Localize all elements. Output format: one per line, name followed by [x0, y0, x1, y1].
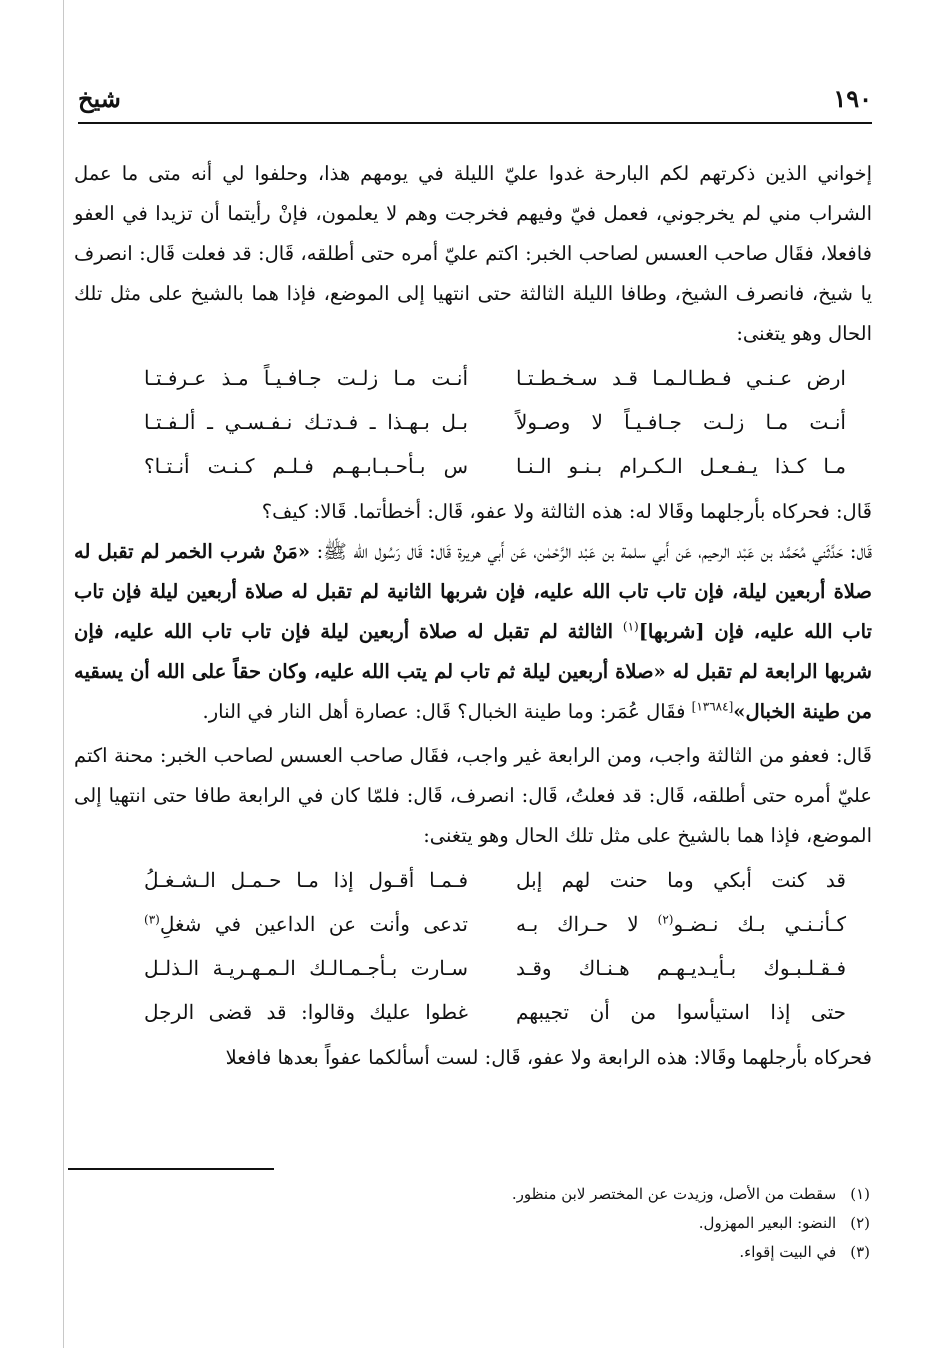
verse-hemistich-1: أنـت مـا زلـت جـافـيـاً لا وصـولاً: [516, 410, 846, 434]
page-number: ١٩٠: [833, 84, 872, 113]
paragraph-3: قَال: فعفو من الثالثة واجب، ومن الرابعة غير واجب، فقَال صاحب العسس لصاحب الخبر: محنة اكتم عليّ أمره حتى أطلقه، قَال: قد فعلتُ، قَال: انصرف، قَال: فلمّا كان في الرابعة طافا حتى انتهيا إلى الموضع، فإذا هما بالشيخ على مثل تلك الحال وهو يتغنى:: [74, 744, 872, 847]
hadith-text-part-1: «مَنْ شرب الخمر لم تقبل له صلاة أربعين ليلة، فإن تاب تاب الله عليه، فإن شربها الثانية لم تقبل له صلاة أربعين ليلة فإن تاب تاب الله عليه، فإن [شربها]: [74, 540, 872, 643]
footnote-separator: [68, 1168, 274, 1170]
verse-hemistich-2: فـمـا أقـول إذا مـا حـمـل الـشـغـلُ: [144, 868, 468, 892]
footnote-text: في البيت إقواء.: [739, 1243, 837, 1261]
footnote-number: (١): [850, 1185, 870, 1203]
footnote-text: سقطت من الأصل، وزيدت عن المختصر لابن منظور.: [511, 1185, 837, 1203]
footnote-text: النضو: البعير المهزول.: [698, 1214, 837, 1232]
last-line: فحركاه بأرجلهما وقَالا: هذه الرابعة ولا عفو، قَال: لست أسألكما عفواً بعدها فافعلا: [225, 1046, 872, 1069]
footnote-marker-2: (٢): [657, 912, 674, 927]
verse-hemistich-2: غطوا عليك وقالوا: قد قضى الرجل: [144, 1000, 468, 1024]
footnote-number: (٢): [850, 1214, 870, 1232]
footnote: [512, 1238, 870, 1267]
verse-hemistich-1: ارض عـنـي فـطـالـمـا قـد سـخـطـتـا: [516, 366, 846, 390]
verse-hemistich-1: مـا كـذا يـفـعـل الـكـرام بـنـو الـنـا: [516, 454, 846, 478]
header-rule: [78, 122, 872, 124]
main-text: [74, 154, 872, 1078]
footnote: [512, 1180, 870, 1209]
hadith-reference: [١٣٦٨٤]: [691, 699, 734, 714]
paragraph-2: قَال: فحركاه بأرجلهما وقَالا له: هذه الثالثة ولا عفو، قَال: أخطأتما. قَالا: كيف؟: [261, 500, 872, 523]
hadith-text-part-2: الثالثة لم تقبل له صلاة أربعين ليلة فإن تاب تاب الله عليه، فإن شربها الرابعة لم تقبل له «صلاة أربعين ليلة ثم تاب لم يتب الله عليه، وكان حقاً على الله أن يسقيه من طينة الخبال»: [74, 620, 872, 723]
paragraph-1: إخواني الذين ذكرتهم لكم البارحة غدوا عليّ الليلة في يومهم هذا، وحلفوا لي أنه متى ما عمل الشراب مني لم يخرجوني، فعمل فيّ وفيهم فخرجت وهم لا يعلمون، فإنْ رأيتما أن تزيدا في العفو فافعلا، فقَال صاحب العسس لصاحب الخبر: اكتم عليّ أمره حتى أطلقه، قَال: قد فعلت قَال: انصرف يا شيخ، فانصرف الشيخ، وطافا الليلة الثالثة حتى انتهيا إلى الموضع، فإذا هما بالشيخ على مثل تلك الحال وهو يتغنى:: [74, 162, 872, 345]
footnote-number: (٣): [850, 1243, 870, 1261]
verse-hemistich-2: أنـت مـا زلـت جـافـيـاً مـذ عـرفـتـا: [144, 366, 468, 390]
hadith-tail: فقَال عُمَر: وما طينة الخبال؟ قَال: عصارة أهل النار في النار.: [202, 700, 692, 723]
footnote: [512, 1209, 870, 1238]
verse-line: [74, 444, 872, 488]
running-title: شيخ: [78, 84, 121, 113]
hadith-paragraph: [74, 532, 872, 732]
page-edge-line: [63, 0, 64, 1348]
verse-line: [74, 902, 872, 946]
verse-hemistich-2: س بـأحـبـابـهـم فـلـم كـنـت أنـتـا؟: [144, 454, 468, 478]
verse-hemistich-2: سـارت بـأجـمـالـك الـمـهـريـة الـذلـل: [144, 956, 468, 980]
verse-line: [74, 990, 872, 1034]
hadith-intro: قَال: حَدَّثَني مُحَمَّد بن عَبْد الرحيم، عَن أَبي سلمة بن عَبْد الرَّحْمٰن، عَن أَبي هريرة قَال: قَال رَسُول الله ﷺ:: [310, 540, 872, 563]
verse-hemistich-2: بـل بـهـذا ـ فـدتـك نـفـسـي ـ ألـفـتـا: [144, 410, 468, 434]
verse-line: [74, 946, 872, 990]
verse-hemistich-2: تدعى وأنت عن الداعين في شغلِ$^{(٣)}$: [144, 912, 468, 936]
footnote-marker-3: (٣): [144, 912, 160, 927]
verse-line: [74, 356, 872, 400]
footnotes: [512, 1180, 870, 1267]
verse-line: [74, 858, 872, 902]
poem-2: [74, 858, 872, 1034]
verse-line: [74, 400, 872, 444]
verse-hemistich-1: قد كنت أبكي وما حنت لهم إبل: [516, 868, 846, 892]
page-header: [78, 78, 872, 124]
verse-hemistich-1: فـقـلـبـوك بـأيـديـهـم هـنـاك وقـد: [516, 956, 846, 980]
verse-hemistich-1: كـأنـنـي بـك نـضـو$^{(٢)}$ لا حـراك بـه: [516, 912, 846, 936]
footnote-marker-1: (١): [622, 619, 639, 634]
verse-hemistich-1: حتى إذا استيأسوا من أن تجيبهم: [516, 1000, 846, 1024]
poem-1: [74, 356, 872, 488]
